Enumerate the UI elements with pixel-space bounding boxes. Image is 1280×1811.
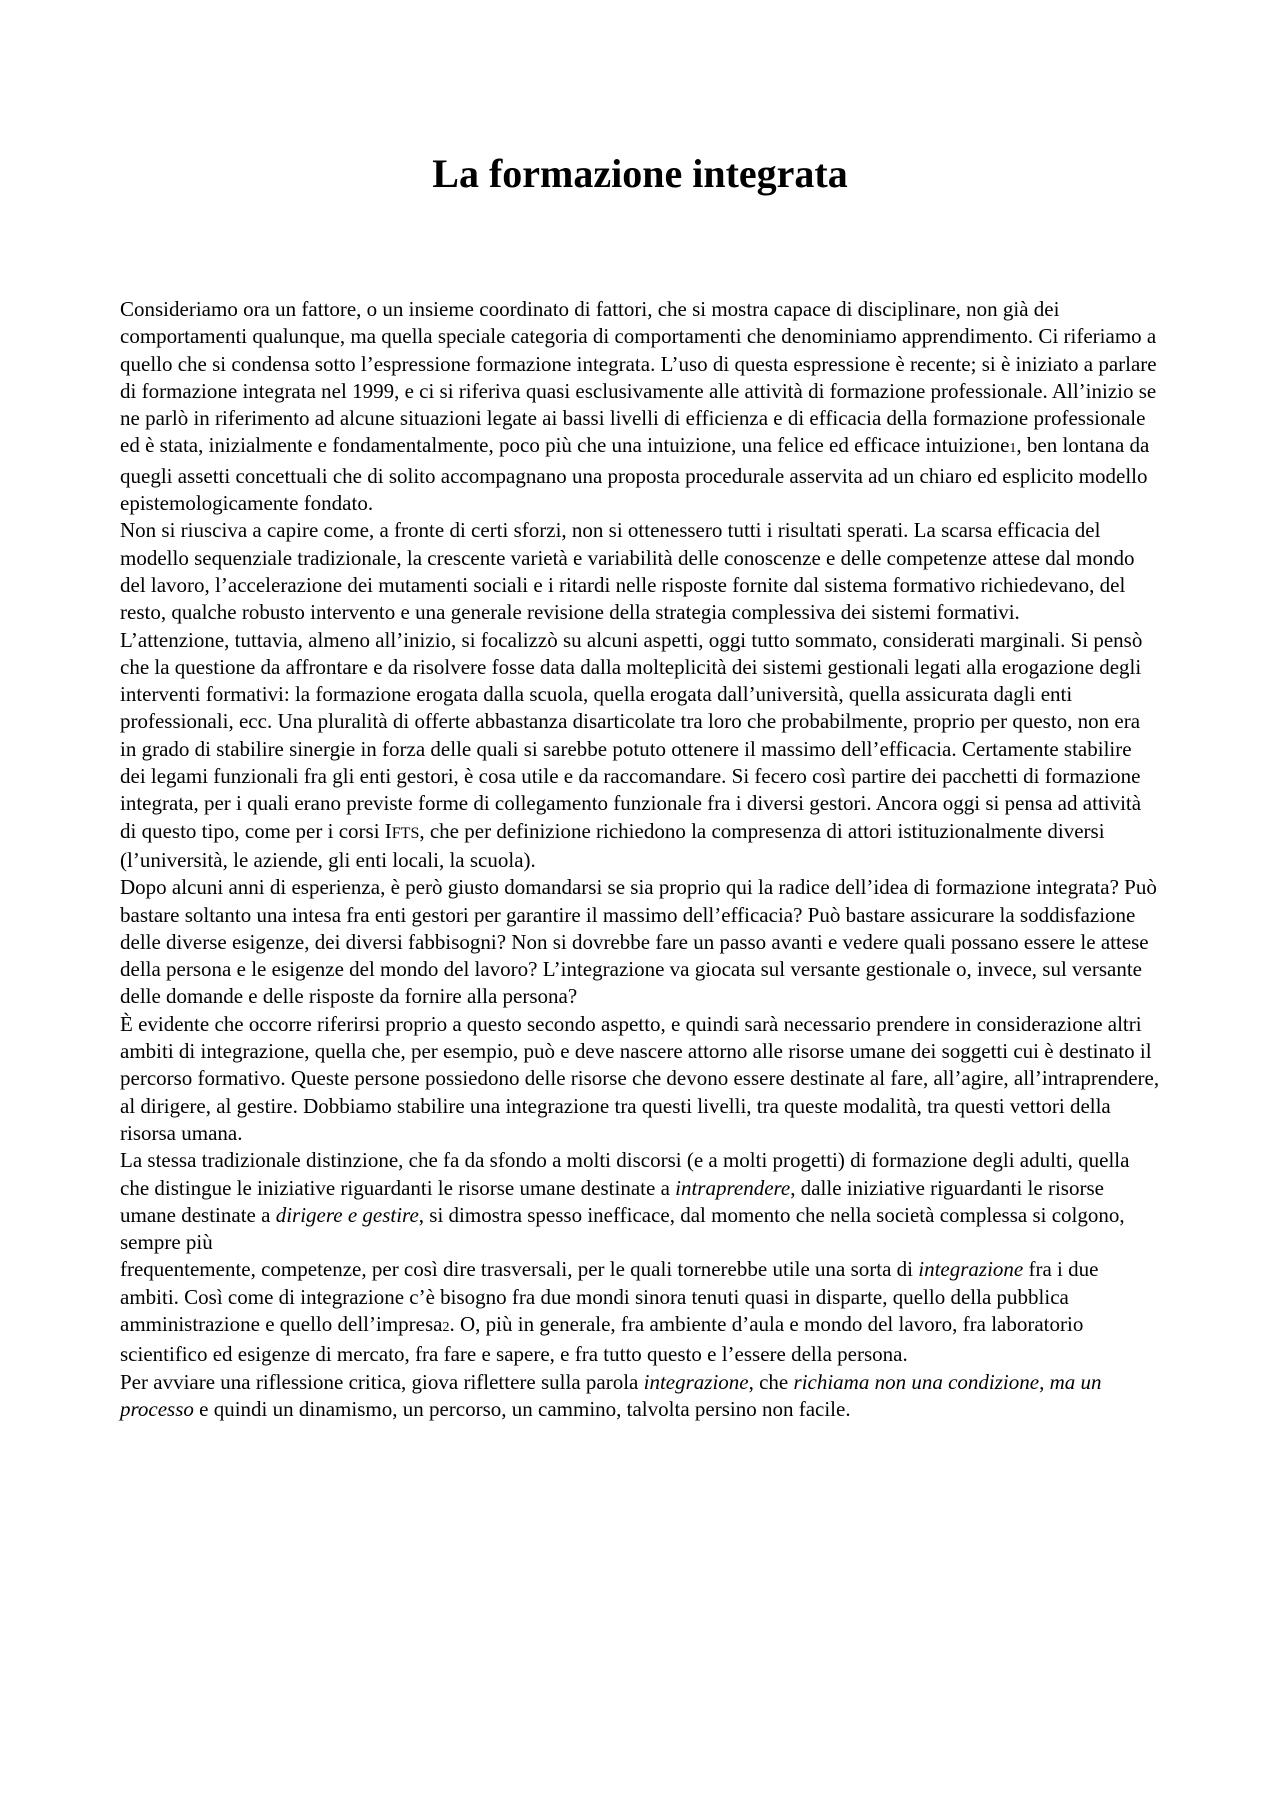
paragraph-1-text-a: Consideriamo ora un fattore, o un insieme coordinato di fattori, che si mostra capace di disciplinare, non già dei comportamenti qualunque, ma quella speciale categoria di comportamenti che denominiamo apprendimento. Ci riferiamo a quello che si condensa sotto l’espressione formazione integrata. L’uso di questa espressione è recente; si è iniziato a parlare di formazione integrata nel 1999, e ci si riferiva quasi esclusivamente alle attività di formazione professionale. All’inizio se ne parlò in riferimento ad alcune situazioni legate ai bassi livelli di efficienza e di efficacia della formazione professionale ed è stata, inizialmente e fondamentalmente, poco più che una intuizione, una felice ed efficace intuizione — [120, 297, 1157, 458]
paragraph-7-text-c: e quindi un dinamismo, un percorso, un cammino, talvolta persino non facile. — [193, 1396, 851, 1421]
paragraph-6-text-e: fra i due ambiti. Così come di integrazione c’è bisogno fra due mondi sinora tenuti quasi in disparte, quello della pubblica amministrazione e quello dell’impresa — [120, 1257, 1099, 1336]
paragraph-7-text-a: Per avviare una riflessione critica, giova riflettere sulla parola — [120, 1369, 644, 1394]
paragraph-7 — [120, 1369, 1160, 1424]
footnote-ref-1: 1 — [1009, 441, 1017, 457]
paragraph-6-text-a: La stessa tradizionale distinzione, che fa da sfondo a molti discorsi (e a molti progetti) di formazione degli adulti, quella che distingue le iniziative riguardanti le risorse umane destinate a — [120, 1148, 1130, 1200]
paragraph-5: È evidente che occorre riferirsi proprio a questo secondo aspetto, e quindi sarà necessario prendere in considerazione altri ambiti di integrazione, quella che, per esempio, può e deve nascere attorno alle risorse umane dei soggetti cui è destinato il percorso formativo. Queste persone possiedono delle risorse che devono essere destinate al fare, all’agire, all’intraprendere, al dirigere, al gestire. Dobbiamo stabilire una integrazione tra questi livelli, tra queste modalità, tra questi vettori della risorsa umana. — [120, 1011, 1160, 1145]
paragraph-1-text-b: , ben lontana da quegli assetti concettuali che di solito accompagnano una proposta procedurale asservita ad un chiaro ed esplicito modello epistemologicamente fondato. — [120, 433, 1150, 516]
emphasis-processo: richiama non una condizione, ma un processo — [120, 1369, 1102, 1421]
paragraph-3-text-a: professionali, ecc. Una pluralità di offerte abbastanza disarticolate tra loro che probabilmente, proprio per questo, non era in grado di stabilire sinergie in forza delle quali si sarebbe potuto ottenere il massimo dell’efficacia. Certamente stabilire dei legami funzionali fra gli enti gestori, è cosa utile e da raccomandare. Si fecero così partire dei pacchetti di formazione integrata, per i quali erano previste forme di collegamento funzionale fra i diversi gestori. Ancora oggi si pensa ad attività di questo tipo, come per i corsi — [120, 709, 1142, 843]
emphasis-integrazione-word: integrazione — [643, 1369, 749, 1394]
paragraph-6 — [120, 1147, 1160, 1256]
paragraph-3-text-b: , che per definizione richiedono la compresenza di attori istituzionalmente diversi (l’università, le aziende, gli enti locali, la scuola). — [120, 818, 1105, 872]
abbr-ifts-rest: FTS — [391, 824, 420, 842]
paragraph-3-line: L’attenzione, tuttavia, almeno all’inizio, si focalizzò su alcuni aspetti, oggi tutto sommato, considerati marginali. Si pensò che la questione da affrontare e da risolvere fosse data dalla molteplicità dei sistemi gestionali legati alla erogazione degli interventi formativi: la formazione erogata dalla scuola, quella erogata dall’università, quella assicurata dagli enti — [120, 627, 1143, 707]
paragraph-6-text-f: . O, più in generale, fra ambiente d’aula e mondo del lavoro, fra laboratorio scientifico ed esigenze di mercato, fra fare e sapere, e fra tutto questo e l’essere della persona. — [120, 1311, 1084, 1367]
paragraph-4: Dopo alcuni anni di esperienza, è però giusto domandarsi se sia proprio qui la radice dell’idea di formazione integrata? Può bastare soltanto una intesa fra enti gestori per garantire il massimo dell’efficacia? Può bastare assicurare la soddisfazione delle diverse esigenze, dei diversi fabbisogni? Non si dovrebbe fare un passo avanti e vedere quali possano essere le attese della persona e le esigenze del mondo del lavoro? L’integrazione va giocata sul versante gestionale o, invece, sul versante delle domande e delle risposte da fornire alla persona? — [120, 875, 1157, 1009]
emphasis-intraprendere: intraprendere — [675, 1175, 791, 1200]
emphasis-integrazione: integrazione — [918, 1257, 1024, 1282]
emphasis-dirigere-gestire: dirigere e gestire — [275, 1202, 419, 1227]
paragraph-6-text-d: frequentemente, competenze, per così dire trasversali, per le quali tornerebbe utile una sorta di — [120, 1257, 919, 1282]
footnote-ref-2: 2 — [442, 1319, 450, 1335]
paragraph-6-continued — [120, 1256, 1160, 1368]
paragraph-7-text-b: , che — [748, 1369, 794, 1394]
abbr-ifts-first: I — [384, 818, 392, 843]
paragraph-6-text-c: , si dimostra spesso inefficace, dal momento che nella società complessa si colgono, sempre più — [120, 1202, 1125, 1255]
paragraph-6-text-b: , dalle iniziative riguardanti le risorse umane destinate a — [120, 1175, 1104, 1227]
paragraph-3 — [120, 708, 1160, 874]
paragraph-2: Non si riusciva a capire come, a fronte di certi sforzi, non si ottenessero tutti i risultati sperati. La scarsa efficacia del modello sequenziale tradizionale, la crescente varietà e variabilità delle conoscenze e delle competenze attese dal mondo del lavoro, l’accelerazione dei mutamenti sociali e i ritardi nelle risposte fornite dal sistema formativo richiedevano, del resto, qualche robusto intervento e una generale revisione della strategia complessiva dei sistemi formativi. — [120, 518, 1135, 625]
paragraph-1 — [120, 296, 1160, 517]
page-title: La formazione integrata — [432, 151, 848, 196]
body-text — [120, 296, 1160, 1423]
